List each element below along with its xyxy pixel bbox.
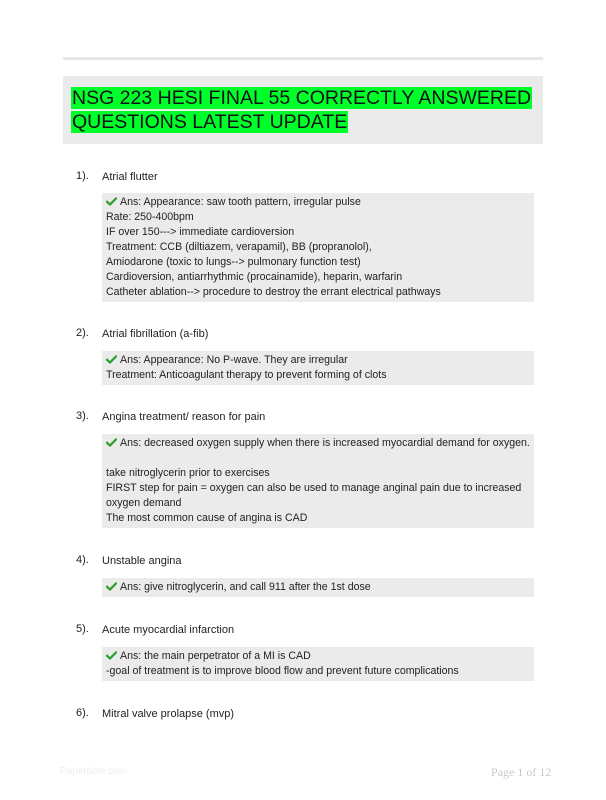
- checkmark-icon: [106, 355, 117, 364]
- answer-line: The most common cause of angina is CAD: [106, 512, 308, 524]
- question-text: Mitral valve prolapse (mvp): [102, 708, 235, 720]
- question-text: Atrial flutter: [102, 171, 158, 183]
- checkmark-icon: [106, 438, 117, 447]
- answer-line: take nitroglycerin prior to exercises: [106, 467, 270, 479]
- checkmark-icon: [106, 651, 117, 660]
- answer-lead: Ans: give nitroglycerin, and call 911 after the 1st dose: [106, 580, 530, 595]
- question-number: 1).: [76, 170, 89, 182]
- answer-line: Rate: 250-400bpm: [106, 211, 194, 223]
- answer-box: [102, 647, 534, 681]
- answer-line: IF over 150---> immediate cardioversion: [106, 226, 295, 238]
- question-text: Atrial fibrillation (a-fib): [102, 328, 209, 340]
- answer-spacer: [106, 451, 530, 466]
- top-divider: [63, 57, 543, 60]
- question-number: 3).: [76, 410, 89, 422]
- answer-box: [102, 193, 534, 302]
- answer-lead: Ans: Appearance: No P-wave. They are irregular: [106, 353, 530, 368]
- answer-line: Treatment: CCB (diltiazem, verapamil), BB (propranolol),: [106, 241, 372, 253]
- answer-box: [102, 578, 534, 597]
- checkmark-icon: [106, 197, 117, 206]
- answer-line: Cardioversion, antiarrhythmic (procainamide), heparin, warfarin: [106, 271, 403, 283]
- footer-watermark: Paperbble.com: [60, 766, 128, 777]
- answer-lead: Ans: decreased oxygen supply when there is increased myocardial demand for oxygen.: [106, 436, 530, 451]
- answer-line: Catheter ablation--> procedure to destroy the errant electrical pathways: [106, 286, 441, 298]
- answer-box: [102, 351, 534, 385]
- question-text: Acute myocardial infarction: [102, 624, 235, 636]
- question-number: 5).: [76, 623, 89, 635]
- document-title: NSG 223 HESI FINAL 55 CORRECTLY ANSWERED QUESTIONS LATEST UPDATE: [72, 87, 532, 133]
- answer-line: -goal of treatment is to improve blood flow and prevent future complications: [106, 665, 459, 677]
- question-number: 4).: [76, 554, 89, 566]
- question-text: Unstable angina: [102, 555, 182, 567]
- question-number: 6).: [76, 707, 89, 719]
- answer-box: [102, 434, 534, 528]
- answer-lead: Ans: Appearance: saw tooth pattern, irregular pulse: [106, 195, 530, 210]
- answer-lead: Ans: the main perpetrator of a MI is CAD: [106, 649, 530, 664]
- question-number: 2).: [76, 327, 89, 339]
- question-text: Angina treatment/ reason for pain: [102, 411, 266, 423]
- answer-line: Treatment: Anticoagulant therapy to prevent forming of clots: [106, 369, 387, 381]
- page-number: Page 1 of 12: [491, 765, 552, 779]
- checkmark-icon: [106, 582, 117, 591]
- title-banner: [63, 76, 543, 144]
- answer-line: FIRST step for pain = oxygen can also be used to manage anginal pain due to increased oxygen demand: [106, 482, 522, 509]
- answer-line: Amiodarone (toxic to lungs--> pulmonary function test): [106, 256, 361, 268]
